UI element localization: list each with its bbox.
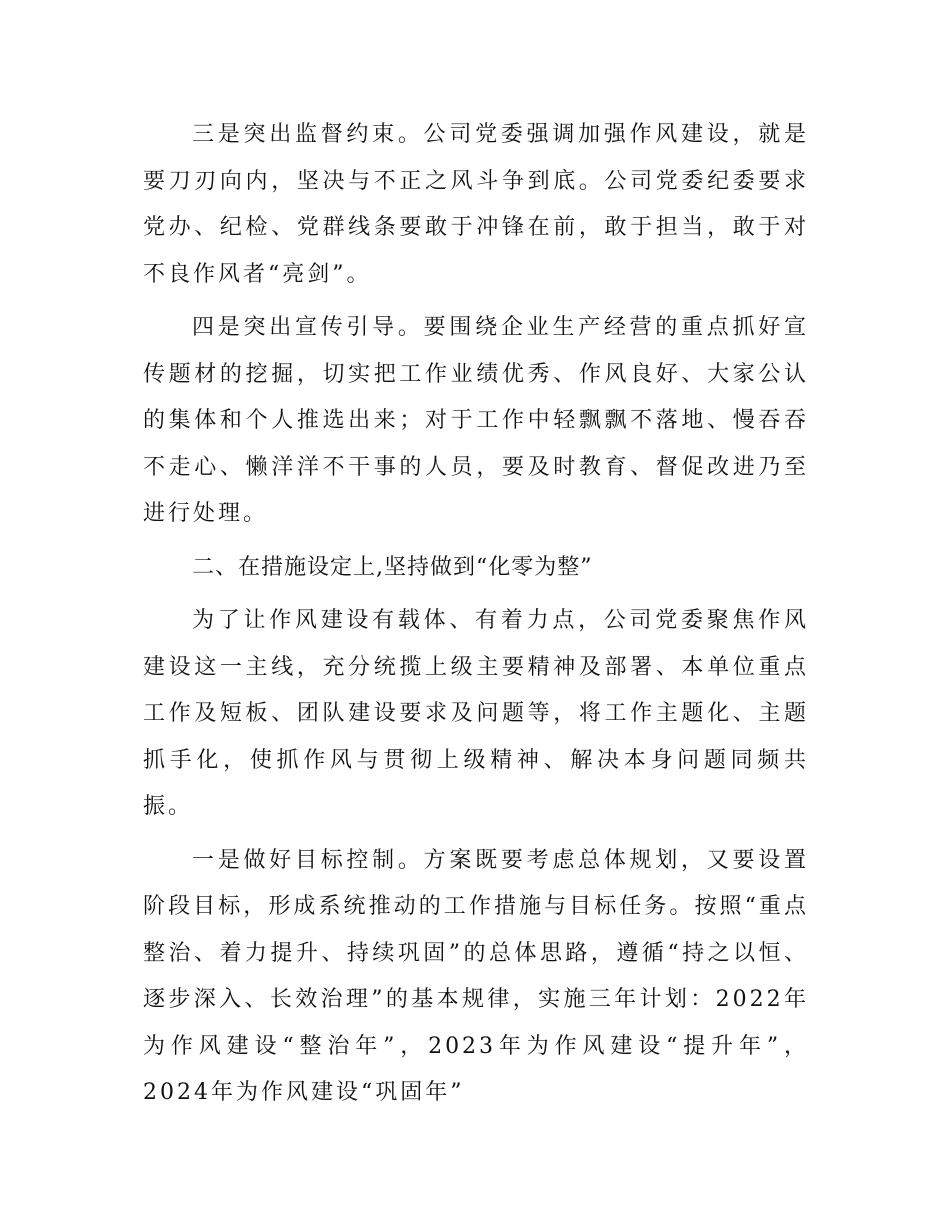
paragraph-goal-control: 一是做好目标控制。方案既要考虑总体规划，又要设置阶段目标，形成系统推动的工作措施与目标任务。按照“重点整治、着力提升、持续巩固”的总体思路，遵循“持之以恒、逐步深入、长效治理”的基本规律，实施三年计划：2022年为作风建设“整治年”，2023年为作风建设“提升年”，2024年为作风建设“巩固年” xyxy=(143,847,809,1105)
paragraph-publicity: 四是突出宣传引导。要围绕企业生产经营的重点抓好宣传题材的挖掘，切实把工作业绩优秀、作风良好、大家公认的集体和个人推选出来；对于工作中轻飘飘不落地、慢吞吞不走心、懒洋洋不干事的人员，要及时教育、督促改进乃至进行处理。 xyxy=(143,315,809,526)
section-heading: 二、在措施设定上,坚持做到“化零为整” xyxy=(192,554,593,580)
paragraph-measures: 为了让作风建设有载体、有着力点，公司党委聚焦作风建设这一主线，充分统揽上级主要精神及部署、本单位重点工作及短板、团队建设要求及问题等，将工作主题化、主题抓手化，使抓作风与贯彻上级精神、解决本身问题同频共振。 xyxy=(143,608,809,819)
paragraph-supervision: 三是突出监督约束。公司党委强调加强作风建设，就是要刀刃向内，坚决与不正之风斗争到底。公司党委纪委要求党办、纪检、党群线条要敢于冲锋在前，敢于担当，敢于对不良作风者“亮剑”。 xyxy=(143,122,809,287)
document-body xyxy=(143,112,809,1124)
